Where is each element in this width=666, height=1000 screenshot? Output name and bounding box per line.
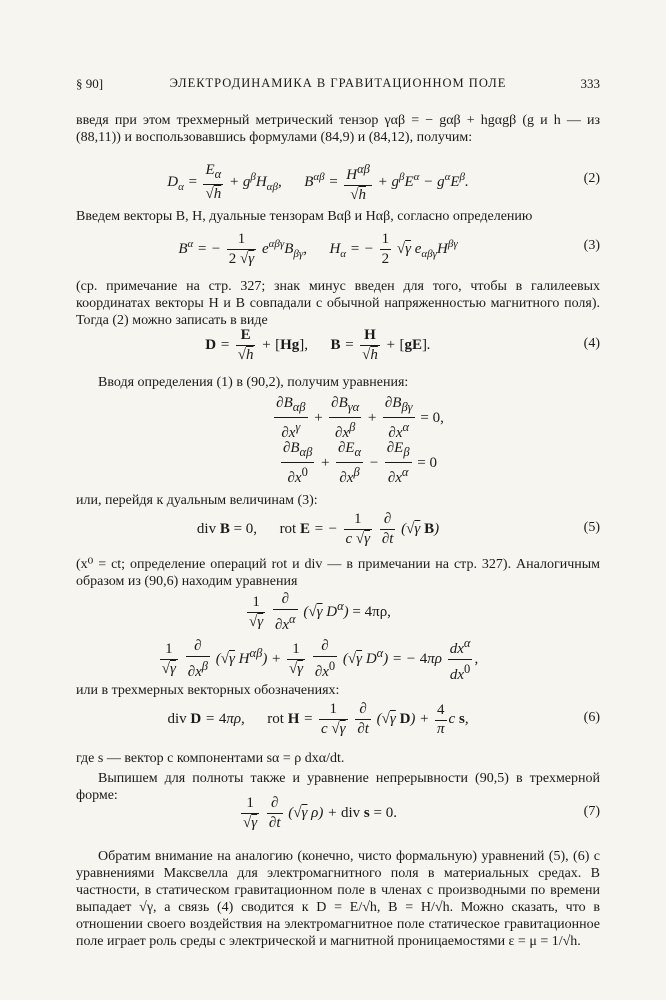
equation-4: D = $\frac{E}{√h}$ + [Hg], B = $\frac{H}{√h}$ + [gE]. (4) xyxy=(205,327,600,363)
equation-7: $\frac{1}{√\gamma}$ $\frac{\partial}{\partial t}$ (√γ ρ) + div s = 0. (7) xyxy=(243,795,600,831)
equation-number-2: (2) xyxy=(583,171,600,186)
running-header xyxy=(76,76,600,94)
equation-number-7: (7) xyxy=(583,804,600,819)
page-number: 333 xyxy=(580,76,600,91)
paragraph-3: (ср. примечание на стр. 327; знак минус введен для того, чтобы в галилеевых координатах векторы H и B совпадали с обычной напряженностью магнитного поля). Тогда (2) можно записать в виде xyxy=(76,279,600,328)
paragraph-2: Введем векторы B, H, дуальные тензорам Bαβ и Hαβ, согласно определению xyxy=(76,209,533,224)
paragraph-9: Выпишем для полноты также и уравнение непрерывности (90,5) в трехмерной форме: xyxy=(76,771,600,803)
paragraph-5: или, перейдя к дуальным величинам (3): xyxy=(76,493,318,508)
paragraph-1: введя при этом трехмерный метрический тензор γαβ = − gαβ + hgαgβ (g и h — из (88,11)) и воспользовавшись формулами (84,9) и (84,12), получим: xyxy=(76,113,600,145)
equation-number-6: (6) xyxy=(583,710,600,725)
paragraph-8: где s — вектор с компонентами sα = ρ dxα/dt. xyxy=(76,751,345,766)
equation-number-3: (3) xyxy=(583,238,600,253)
equation-2: $D_\alpha$ = $\frac{E_\alpha}{√h}$ + $g^\beta H_{\alpha\beta}$, $B^{\alpha\beta}$ = $\frac{H^{\alpha\beta}}{√h}$ + $g^\beta E^\alpha - g^\alpha E^\beta$. (2) xyxy=(167,162,600,203)
equation-6: div D = 4πρ, rot H = $\frac{1}{c √\gamma}$ $\frac{\partial}{\partial t}$ (√γ D) + 4 πc s, (6) xyxy=(167,701,600,737)
section-marker: § 90] xyxy=(76,76,104,91)
equation-number-4: (4) xyxy=(583,336,600,351)
equation-5: div B = 0, rot E = − $\frac{1}{c √\gamma}$ $\frac{\partial}{\partial t}$ (√γ B) (5) xyxy=(196,511,600,547)
paragraph-7: или в трехмерных векторных обозначениях: xyxy=(76,683,340,698)
equation-system-2: $\frac{1}{√\gamma}$ $\frac{\partial}{\partial x^\alpha}$ (√γ $D^\alpha) = 4\pi\rho$, $\frac{1}{√\gamma}$ $\frac{\partial}{\partial x^\beta}$ (√γ $H^{\alpha\beta}$) + $\frac{1}{√\gamma}$ $\frac{\partial}{\partial x^0}$ (√γ $D^\alpha$) = − 4πρ $\frac{dx^\alpha}{dx^0}$ , xyxy=(161,591,479,683)
equation-number-5: (5) xyxy=(583,520,600,535)
chapter-title: ЭЛЕКТРОДИНАМИКА В ГРАВИТАЦИОННОМ ПОЛЕ xyxy=(169,76,507,90)
equation-3: $B^\alpha$ = − $\frac{1}{2 √\gamma}$ $e^{\alpha\beta\gamma}B_{\beta\gamma}$, $H_\alpha$ = − $\frac{1}{2}$ √γ $e_{\alpha\beta\gamma}H^{\beta\gamma}$ (3) xyxy=(178,231,600,267)
paragraph-6: (x⁰ = ct; определение операций rot и div — в примечании на стр. 327). Аналогичным образом из (90,6) находим уравнения xyxy=(76,557,600,589)
equation-system-1: $\frac{\partial B_{\alpha\beta}}{\partial x^\gamma}$ + $\frac{\partial B_{\gamma\alpha}}{\partial x^\beta}$ + $\frac{\partial B_{\beta\gamma}}{\partial x^\alpha}$ = 0, $\frac{\partial B_{\alpha\beta}}{\partial x^0}$ + $\frac{\partial E_\alpha}{\partial x^\beta}$ − $\frac{\partial E_\beta}{\partial x^\alpha}$ = 0 xyxy=(276,395,444,486)
paragraph-4: Вводя определения (1) в (90,2), получим уравнения: xyxy=(98,375,409,390)
paragraph-10: Обратим внимание на аналогию (конечно, чисто формальную) уравнений (5), (6) с уравнениями Максвелла для электромагнитного поля в материальных средах. В частности, в статическом гравитационном поле в членах с производными по времени выпадает √γ, а связь (4) сводится к D = E/√h, B = H/√h. Можно сказать, что в отношении своего воздействия на электромагнитное поле статическое гравитационное поле играет роль среды с электрической и магнитной проницаемостями ε = μ = 1/√h. xyxy=(76,849,600,949)
